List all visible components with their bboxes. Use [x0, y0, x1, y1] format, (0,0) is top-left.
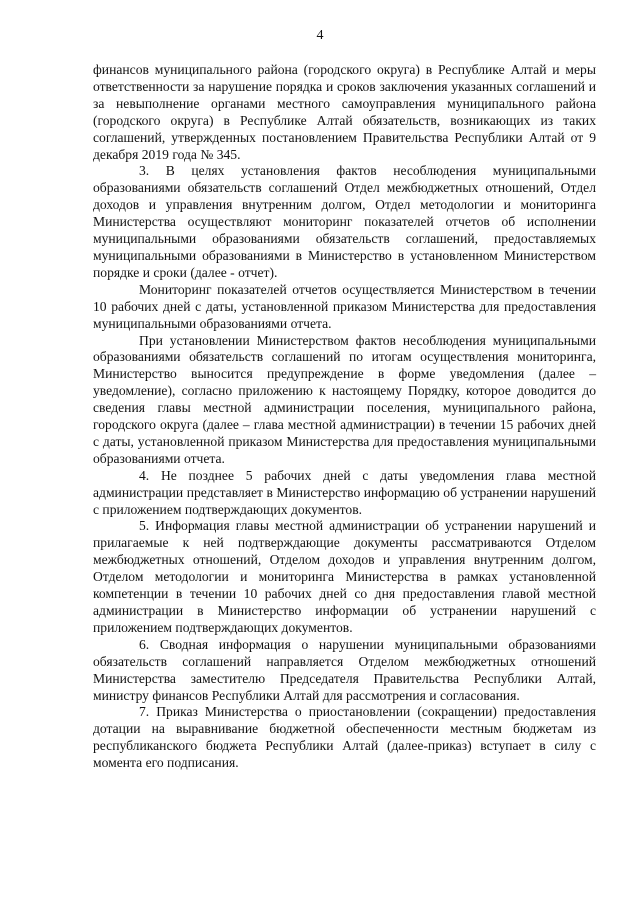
paragraph-item-6: 6. Сводная информация о нарушении муниципальными образованиями обязательств соглашений направляется Отделом межбюджетных отношений Министерства заместителю Председателя Правительства Республики Алтай, министру финансов Республики Алтай для рассмотрения и согласования.: [93, 636, 596, 703]
paragraph-item-4: 4. Не позднее 5 рабочих дней с даты уведомления глава местной администрации представляет в Министерство информацию об устранении нарушений с приложением подтверждающих документов.: [93, 467, 596, 517]
paragraph-continuation: финансов муниципального района (городского округа) в Республике Алтай и меры ответственности за нарушение порядка и сроков заключения указанных соглашений и за невыполнение органами местного самоуправления муниципального района (городского округа) в Республике Алтай обязательств, возникающих из таких соглашений, утвержденных постановлением Правительства Республики Алтай от 9 декабря 2019 года № 345.: [93, 62, 596, 162]
paragraph-item-7: 7. Приказ Министерства о приостановлении (сокращении) предоставления дотации на выравнивание бюджетной обеспеченности местным бюджетам из республиканского бюджета Республики Алтай (далее-приказ) вступает в силу с момента его подписания.: [93, 704, 596, 771]
paragraph-monitoring-term: Мониторинг показателей отчетов осуществляется Министерством в течении 10 рабочих дней с даты, установленной приказом Министерства для предоставления муниципальными образованиями отчета.: [93, 281, 596, 331]
page-number: 4: [316, 28, 324, 43]
document-body: [93, 62, 596, 772]
paragraph-warning-notice: При установлении Министерством фактов несоблюдения муниципальными образованиями обязательств соглашений по итогам осуществления мониторинга, Министерство выносится предупреждение в форме уведомления (далее – уведомление), согласно приложению к настоящему Порядку, которое доводится до сведения главы местной администрации поселения, муниципального района, городского округа (далее – глава местной администрации) в течении 15 рабочих дней с даты, установленной приказом Министерства для предоставления муниципальными образованиями отчета.: [93, 332, 596, 466]
paragraph-item-3: 3. В целях установления фактов несоблюдения муниципальными образованиями обязательств соглашений Отдел межбюджетных отношений, Отдел доходов и управления внутренним долгом, Отдел методологии и мониторинга Министерства осуществляют мониторинг показателей отчетов об исполнении муниципальными образованиями обязательств соглашений, предоставляемых муниципальными образованиями в Министерство в установленном Министерством порядке и сроки (далее - отчет).: [93, 163, 596, 280]
paragraph-item-5: 5. Информация главы местной администрации об устранении нарушений и прилагаемые к ней подтверждающие документы рассматриваются Отделом межбюджетных отношений, Отделом доходов и управления внутренним долгом, Отделом методологии и мониторинга Министерства в рамках установленной компетенции в течении 10 рабочих дней со дня предоставления главой местной администрации в Министерство информации об устранении нарушений с приложением подтверждающих документов.: [93, 518, 596, 635]
